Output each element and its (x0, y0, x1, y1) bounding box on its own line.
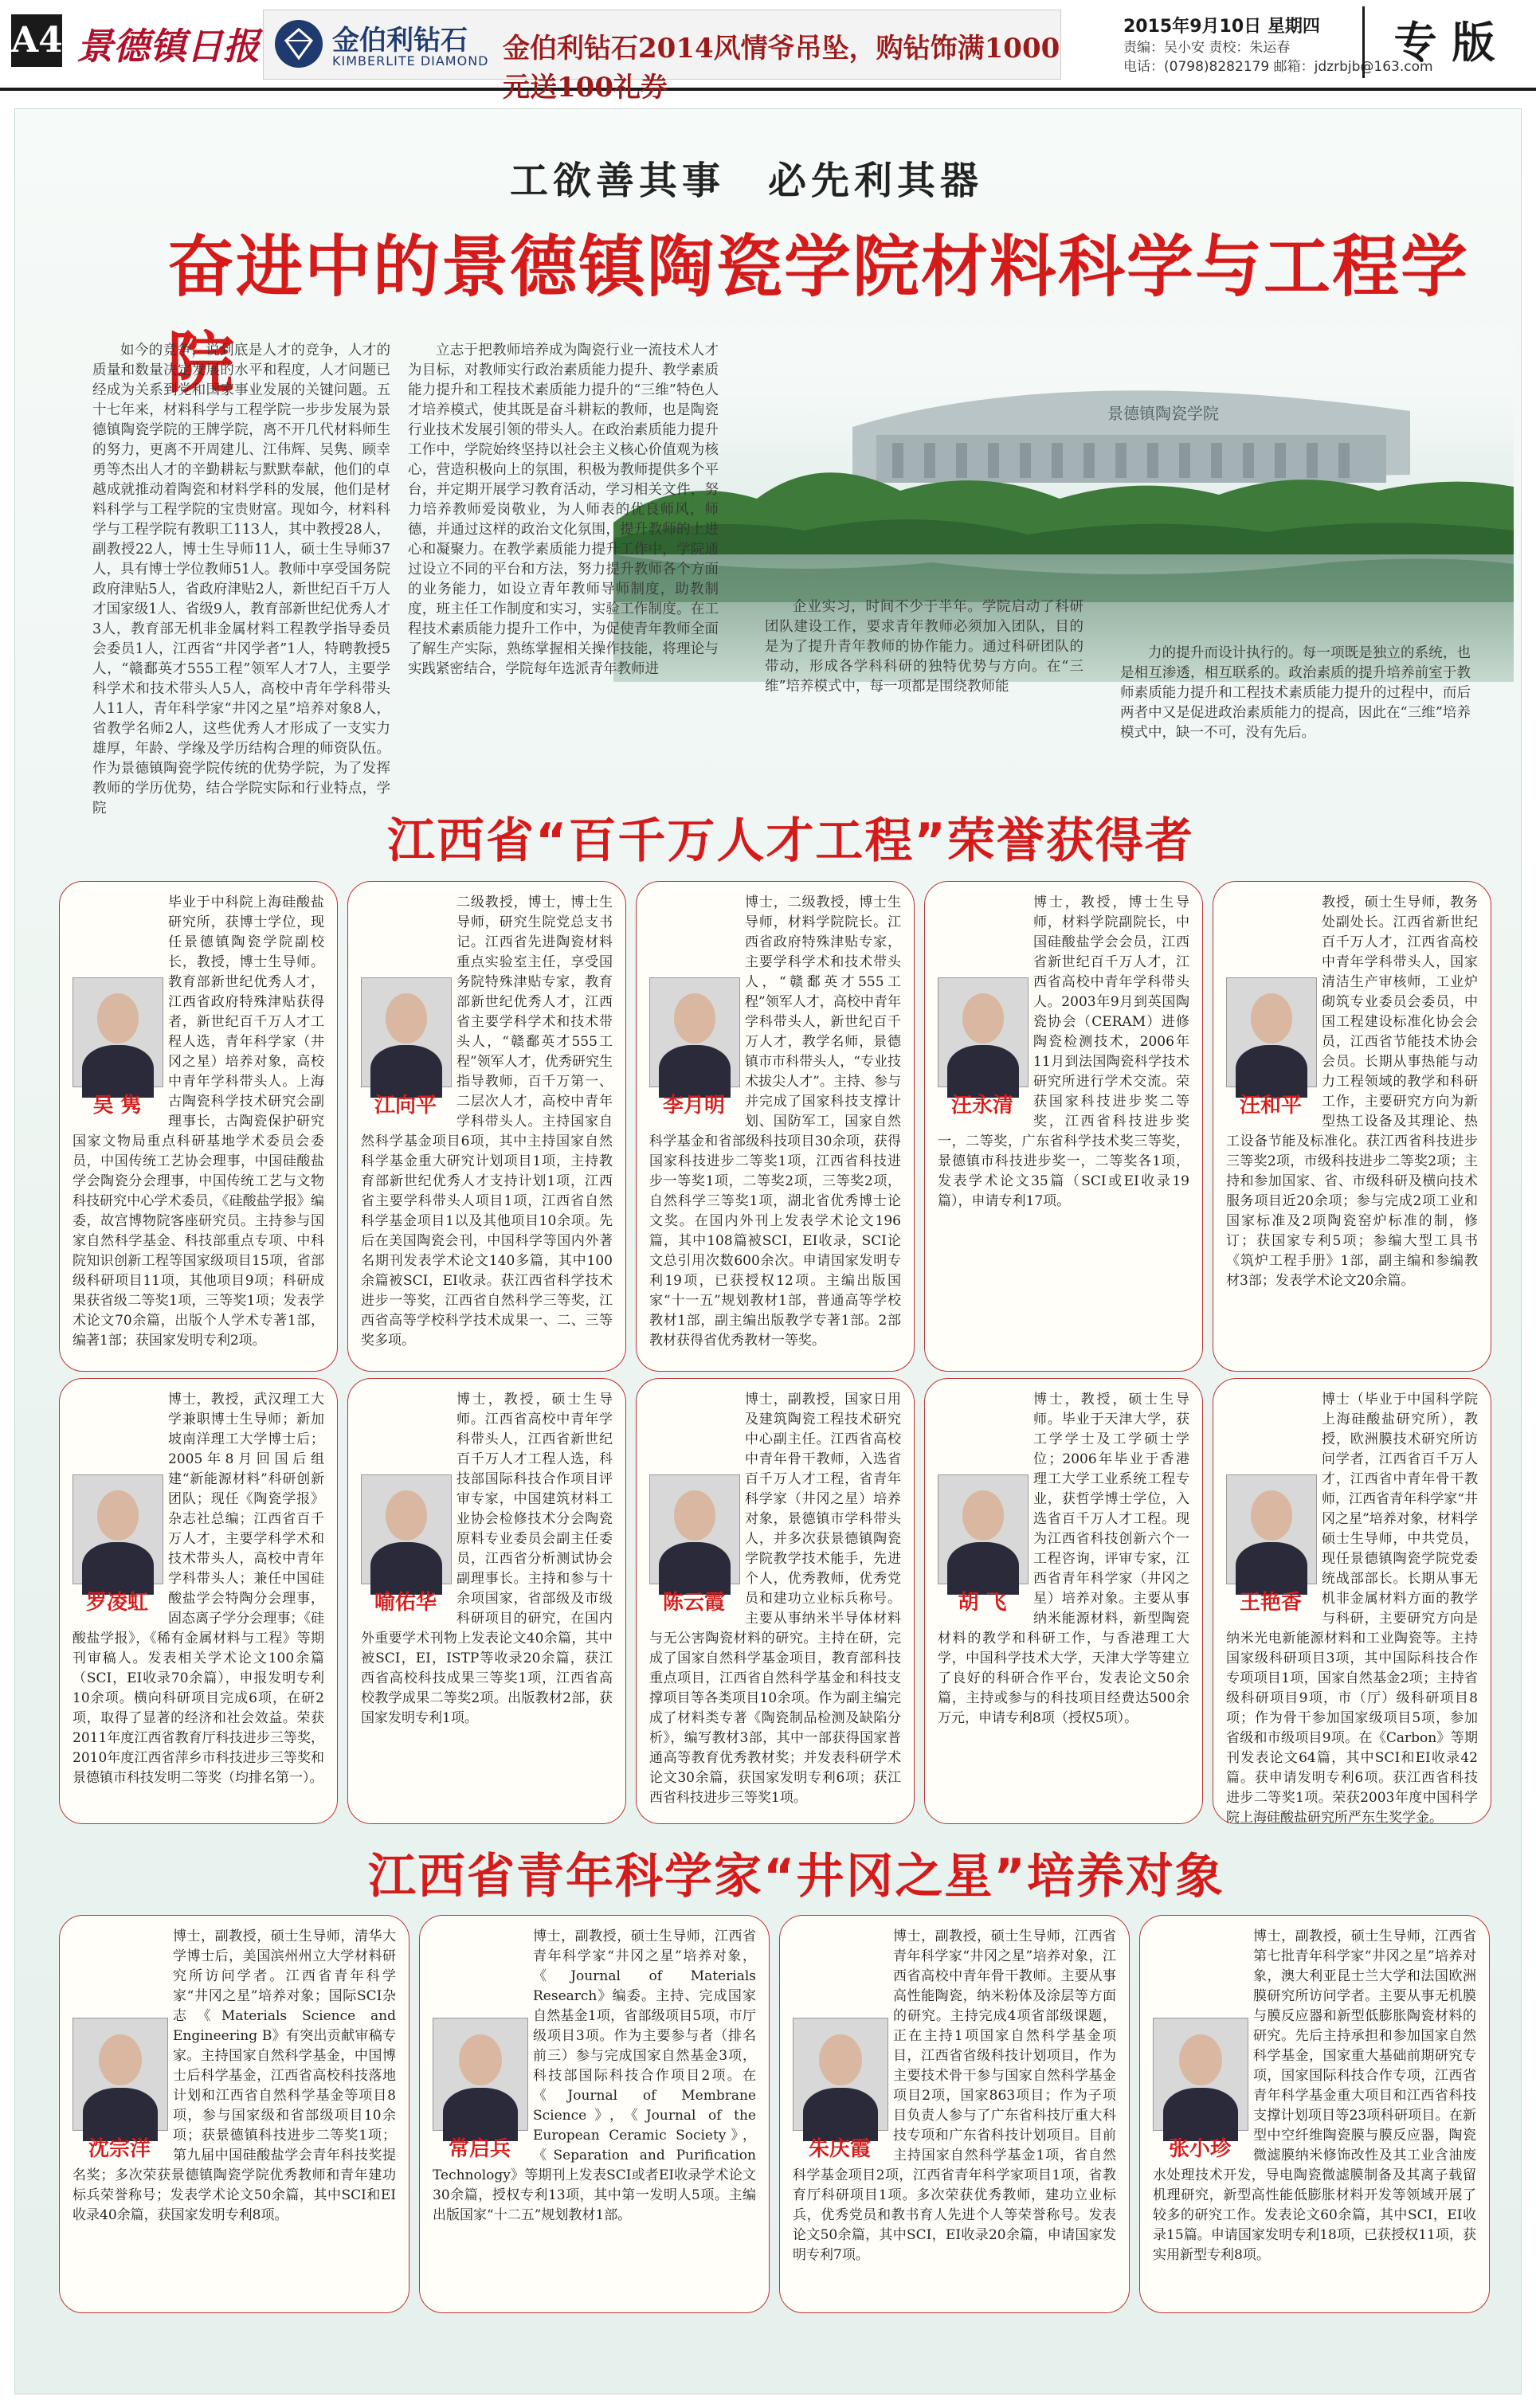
profile-card-3 (1139, 1915, 1490, 2313)
profile-card-0 (59, 1915, 409, 2313)
profile-bio: 博士，教授，硕士生导师。毕业于天津大学，获工学学士及工学硕士学位；2006年毕业于香港理工大学工业系统工程专业，获哲学博士学位，入选省百千万人才工程。现为江西省科技创新六个一工程咨询，评审专家，江西省青年科学家（井冈之星）培养对象。主要从事纳米能源材料，新型陶瓷材料的教学和科研工作，与香港理工大学，中国科学技术大学，天津大学等建立了良好的科研合作平台，发表论文50余篇，主持或参与的科技项目经费达500余万元，申请专利8项（授权5项）。 (938, 1392, 1189, 1726)
article-kicker: 工欲善其事 必先利其器 (510, 159, 984, 203)
profile-bio: 博士，教授，武汉理工大学兼职博士生导师；新加坡南洋理工大学博士后；2005年8月回国后组建“新能源材料”科研创新团队；现任《陶瓷学报》杂志社总编；江西省百千万人才，主要学科学术和技术带头人，高校中青年学科带头人；兼任中国硅酸盐学会特陶分会理事，固态离子学分会理事；《硅酸盐学报》，《稀有金属材料与工程》等期刊审稿人。发表相关学术论文100余篇（SCI，EI收录70余篇），申报发明专利10余项。横向科研项目完成6项，在研2项，取得了显著的经济和社会效益。荣获2011年度江西省教育厅科技进步三等奖，2010年度江西省萍乡市科技进步三等奖和景德镇市科技发明二等奖（均排名第一）。 (72, 1392, 324, 1786)
profile-card-1 (347, 1378, 626, 1824)
profile-name: 喻佑华 (374, 1591, 437, 1615)
profile-card-1 (347, 881, 626, 1372)
profile-name: 朱庆霞 (808, 2137, 871, 2161)
profile-name: 胡 飞 (958, 1591, 1007, 1615)
profile-bio: 博士，教授，博士生导师，材料学院副院长，中国硅酸盐学会会员，江西省新世纪百千万人才，江西省高校中青年学科带头人。2003年9月到英国陶瓷协会（CERAM）进修陶瓷检测技术，2006年11月到法国陶瓷科学技术研究所进行学术交流。荣获国家科技进步奖二等奖，江西省科技进步奖一，二等奖，广东省科学技术奖三等奖，景德镇市科技进步奖一，二等奖各1项，发表学术论文35篇（SCI或EI收录19篇），申请专利17项。 (938, 895, 1189, 1209)
profile-card-2 (636, 881, 915, 1372)
profile-card-1 (419, 1915, 770, 2313)
profile-name: 沈宗洋 (88, 2137, 151, 2161)
profile-bio: 博士，副教授，硕士生导师，江西省青年科学家“井冈之星”培养对象，江西省高校中青年骨干教师。主要从事高性能陶瓷，纳米粉体及涂层等方面的研究。主持完成4项省部级课题，正在主持1项国家自然科学基金项目，江西省省级科技计划项目，作为主要技术骨干参与国家自然科学基金项目2项，国家863项目；作为子项目负责人参与了广东省科技厅重大科技专项和广东省科技计划项目。目前主持国家自然科学基金1项，省自然科学基金项目2项，江西省青年科学家项目1项，省教育厅科研项目1项。多次荣获优秀教师，建功立业标兵，优秀党员和教书育人先进个人等荣誉称号。发表论文50余篇，其中SCI，EI收录20余篇，申请国家发明专利7项。 (793, 1928, 1116, 2263)
profile-bio: 博士，副教授，硕士生导师，江西省青年科学家“井冈之星”培养对象，《Journal of Materials Research》编委。主持、完成国家自然基金1项，省部级项目5项，市厅级项目3项。作为主要参与者（排名前三）参与完成国家自然基金3项，科技部国际科技合作项目2项。在《Journal of Membrane Science》，《Journal of the European Ceramic Society》，《Separation and Purification Technology》等期刊上发表SCI或者EI收录学术论文30余篇，授权专利13项，其中第一发明人5项。主编出版国家“十二五”规划教材1部。 (433, 1928, 756, 2223)
profile-bio: 博士，教授，硕士生导师。江西省高校中青年学科带头人，江西省新世纪百千万人才工程人选，科技部国际科技合作项目评审专家，中国建筑材料工业协会检修技术分会陶瓷原料专业委员会副主任委员，江西省分析测试协会副理事长。主持和参与十余项国家，省部级及市级科研项目的研究，在国内外重要学术刊物上发表论文40余篇，其中被SCI，EI，ISTP等收录20余篇，获江西省高校科技成果三等奖1项，江西省高校教学成果二等奖2项。出版教材2部，获国家发明专利1项。 (361, 1392, 613, 1726)
profile-bio: 博士，副教授，硕士生导师，江西省第七批青年科学家“井冈之星”培养对象，澳大利亚昆士兰大学和法国欧洲膜研究所访问学者。主要从事无机膜与膜反应器和新型低膨胀陶瓷材料的研究。先后主持承担和参加国家自然科学基金，国家重大基础前期研究专项，国家国际科技合作专项，江西省青年科学基金重大项目和江西省科技支撑计划项目等23项科研项目。在新型中空纤维陶瓷膜与膜反应器，陶瓷微滤膜纳米修饰改性及其工业含油废水处理技术开发，导电陶瓷微滤膜制备及其离子载留机理研究，新型高性能低膨胀材料开发等领域开展了较多的研究工作。发表论文60余篇，其中SCI，EI收录15篇。申请国家发明专利18项，已获授权11项，获实用新型专利8项。 (1153, 1928, 1476, 2263)
portrait-photo (72, 2018, 168, 2131)
portrait-photo (1226, 1474, 1317, 1584)
profile-name: 王艳香 (1239, 1591, 1302, 1615)
ad-brand-name: 金伯利钻石 (332, 25, 468, 57)
profile-name: 罗凌虹 (85, 1591, 148, 1615)
profile-card-4 (1213, 1378, 1491, 1824)
profile-name: 汪永清 (950, 1094, 1013, 1118)
profile-name: 汪和平 (1239, 1094, 1302, 1118)
profile-bio: 博士，副教授，硕士生导师，清华大学博士后，美国滨州州立大学材料研究所访问学者。江西省青年科学家“井冈之星”培养对象；国际SCI杂志《Materials Science and Engineering B》有突出贡献审稿专家。主持国家自然科学基金，中国博士后科学基金，江西省高校科技落地计划和江西省自然科学基金等项目8项，参与国家级和省部级项目10余项；获景德镇科技进步二等奖1项；第九届中国硅酸盐学会青年科技奖提名奖；多次荣获景德镇陶瓷学院优秀教师和青年建功标兵荣誉称号；发表学术论文50余篇，其中SCI和EI收录40余篇，获国家发明专利8项。 (72, 1928, 396, 2223)
profile-bio: 毕业于中科院上海硅酸盐研究所，获博士学位，现任景德镇陶瓷学院副校长，教授，博士生导师。教育部新世纪优秀人才，江西省政府特殊津贴获得者，新世纪百千万人才工程人选，青年科学家（井冈之星）培养对象，高校中青年学科带头人。上海古陶瓷科学技术研究会副理事长，古陶瓷保护研究国家文物局重点科研基地学术委员会委员，中国传统工艺协会理事，中国硅酸盐学会陶瓷分会理事，中国传统工艺与文物科技研究中心学术委员，《硅酸盐学报》编委，故宫博物院客座研究员。主持参与国家自然科学基金、科技部重点专项、中科院知识创新工程等国家级项目15项，省部级科研项目11项，其他项目9项；科研成果获省级二等奖1项，三等奖1项；发表学术论文70余篇，出版个人学术专著1部，编著1部；获国家发明专利2项。 (72, 895, 324, 1349)
ad-slogan: 金伯利钻石2014风情爷吊坠，购钻饰满1000元送100礼券 (503, 33, 1060, 104)
ad-brand-english: KIMBERLITE DIAMOND (332, 53, 489, 69)
section1-title: 江西省“百千万人才工程”荣誉获得者 (387, 813, 1194, 869)
portrait-photo (72, 1474, 163, 1584)
contact-line: 电话：(0798)8282179 邮箱：jdzrbjb@163.com (1123, 59, 1433, 75)
portrait-photo (1226, 977, 1317, 1087)
portrait-photo (72, 977, 163, 1087)
article-column-3: 企业实习，时间不少于半年。学院启动了科研团队建设工作，要求青年教师必须加入团队，目的是为了提升青年教师的协作能力。通过科研团队的带动，形成各学科科研的独特优势与方向。在“三维”培养模式中，每一项都是围绕教师能 (765, 599, 1083, 695)
profile-name: 李月明 (662, 1094, 725, 1118)
profile-card-4 (1213, 881, 1491, 1372)
article-column-2: 立志于把教师培养成为陶瓷行业一流技术人才为目标，对教师实行政治素质能力提升、教学素质能力提升和工程技术素质能力提升的“三维”特色人才培养模式，使其既是奋斗耕耘的教师，也是陶瓷行业技术发展引领的带头人。在政治素质能力提升工作中，学院始终坚持以社会主义核心价值观为核心，营造积极向上的氛围，积极为教师提供多个平台，并定期开展学习教育活动，学习相关文件，努力培养教师爱岗敬业，为人师表的优良师风，师德，并通过这样的政治文化氛围，提升教师的上进心和凝聚力。在教学素质能力提升工作中，学院通过设立不同的平台和方法，努力提升教师各个方面的业务能力，如设立青年教师导师制度，助教制度，班主任工作制度和实习，实验工作制度。在工程技术素质能力提升工作中，为促使青年教师全面了解生产实际，熟练掌握相关操作技能，将理论与实践紧密结合，学院每年选派青年教师进 (408, 343, 719, 677)
profile-bio: 教授，硕士生导师，教务处副处长。江西省新世纪百千万人才，江西省高校中青年学科带头人，国家清洁生产审核师，工业炉砌筑专业委员会委员，中国工程建设标准化协会会员，江西省节能技术协会会员。长期从事热能与动力工程领域的教学和科研工作，主要研究方向为新型热工设备及其理论、热工设备节能及标准化。获江西省科技进步三等奖2项，市级科技进步二等奖2项；主持和参加国家、省、市级科研及横向技术服务项目近20余项；参与完成2项工业和国家标准及2项陶瓷窑炉标准的制，修订；获国家专利5项；参编大型工具书《筑炉工程手册》1部，副主编和参编教材3部；发表学术论文20余篇。 (1226, 895, 1478, 1289)
masthead (0, 0, 1536, 104)
profile-card-2 (779, 1915, 1130, 2313)
issue-date: 2015年9月10日 星期四 (1123, 17, 1320, 37)
diamond-logo-icon (275, 20, 323, 68)
building-sign: 景德镇陶瓷学院 (1107, 404, 1219, 423)
newspaper-name: 景德镇日报 (76, 25, 260, 68)
profile-name: 陈云霞 (662, 1591, 725, 1615)
portrait-photo (938, 1474, 1029, 1584)
article-column-5: 力的提升而设计执行的。每一项既是独立的系统，也是相互渗透，相互联系的。政治素质的提升培养前室于教师素质能力提升和工程技术素质能力提升的过程中，而后两者中又是促进政治素质能力的提高，因此在“三维”培养模式中，缺一不可，没有先后。 (1120, 645, 1471, 741)
portrait-photo (938, 977, 1029, 1087)
portrait-photo (649, 977, 740, 1087)
article-headline: 奋进中的景德镇陶瓷学院材料科学与工程学院 (167, 228, 1470, 402)
profile-name: 张小珍 (1168, 2137, 1231, 2161)
portrait-photo (361, 1474, 452, 1584)
page-number: A4 (11, 14, 62, 67)
profile-bio: 博士，副教授，国家日用及建筑陶瓷工程技术研究中心副主任。江西省高校中青年骨干教师，入选省百千万人才工程，省青年科学家（井冈之星）培养对象，景德镇市学科带头人，并多次获景德镇陶瓷学院教学技术能手，先进个人，优秀教师，优秀党员和建功立业标兵称号。主要从事纳米半导体材料与无公害陶瓷材料的研究。主持在研，完成了国家自然科学基金项目，教育部科技重点项目，江西省自然科学基金和科技支撑项目等各类项目10余项。作为副主编完成了材料类专著《陶瓷制品检测及缺陷分析》，编写教材3部，其中一部获得国家普通高等教育优秀教材奖；并发表科研学术论文30余篇，获国家发明专利6项；获江西省科技进步三等奖1项。 (649, 1392, 901, 1806)
section2-title: 江西省青年科学家“井冈之星”培养对象 (368, 1849, 1224, 1905)
profile-name: 常启兵 (448, 2137, 511, 2161)
editor-line: 责编：吴小安 责校：朱运春 (1123, 40, 1291, 56)
section-label: 专 版 (1362, 6, 1524, 78)
profile-card-0 (59, 881, 338, 1372)
portrait-photo (1153, 2018, 1248, 2131)
profile-bio: 二级教授，博士，博士生导师，研究生院党总支书记。江西省先进陶瓷材料重点实验室主任，享受国务院特殊津贴专家，教育部新世纪优秀人才，江西省主要学科学术和技术带头人，“赣鄱英才555工程”领军人才，优秀研究生指导教师，百千万第一、二层次人才，高校中青年学科带头人。主持国家自然科学基金项目6项，其中主持国家自然科学基金重大研究计划项目1项，主持教育部新世纪优秀人才支持计划1项，江西省主要学科带头人项目1项，江西省自然科学基金项目1以及其他项目10余项。先后在美国陶瓷会刊，中国科学等国内外著名期刊发表学术论文140多篇，其中100余篇被SCI，EI收录。获江西省科学技术进步一等奖，江西省自然科学三等奖，江西省高等学校科学技术成果一、二、三等奖多项。 (361, 895, 613, 1349)
profile-card-3 (924, 1378, 1203, 1824)
profile-text (361, 893, 613, 1351)
profile-name: 江向平 (374, 1094, 437, 1118)
profile-text (72, 893, 324, 1351)
profile-card-2 (636, 1378, 915, 1824)
profile-name: 吴 隽 (92, 1094, 142, 1118)
profile-text (649, 893, 901, 1351)
portrait-photo (433, 2018, 528, 2131)
advertisement-banner[interactable] (263, 10, 1061, 104)
profile-bio: 博士，二级教授，博士生导师，材料学院院长。江西省政府特殊津贴专家，主要学科学术和技术带头人，“赣鄱英才555工程”领军人才，高校中青年学科带头人，新世纪百千万人才，教学名师，景德镇市市科带头人，“专业技术拔尖人才”。主持、参与并完成了国家科技支撑计划、国防军工，国家自然科学基金和省部级科技项目30余项，获得国家科技进步二等奖1项，江西省科技进步一等奖1项，二等奖2项，三等奖2项，自然科学三等奖1项，湖北省优秀博士论文奖。在国内外刊上发表学术论文196篇，其中108篇被SCI，EI收录，SCI论文总引用次数600余次。申请国家发明专利19项，已获授权12项。主编出版国家“十一五”规划教材1部，普通高等学校教材1部，副主编出版教学专著1部。2部教材获得省优秀教材一等奖。 (649, 895, 901, 1349)
portrait-photo (649, 1474, 740, 1584)
portrait-photo (793, 2018, 888, 2131)
profile-card-0 (59, 1378, 338, 1824)
article-column-1: 如今的竞争，说到底是人才的竞争，人才的质量和数量决定发展的水平和程度，人才问题已经成为关系到党和国家事业发展的关键问题。五十七年来，材料科学与工程学院一步步发展为景德镇陶瓷学院的王牌学院，离不开几代材料师生的努力，更离不开周建儿、江伟辉、吴隽、顾幸勇等杰出人才的辛勤耕耘与默默奉献，他们的卓越成就推动着陶瓷和材料学科的发展，他们是材料科学与工程学院的宝贵财富。现如今，材料科学与工程学院有教职工113人，其中教授28人，副教授22人，博士生导师11人，硕士生导师37人，具有博士学位教师51人。教师中享受国务院政府津贴5人，省政府津贴2人，新世纪百千万人才国家级1人、省级9人，教育部新世纪优秀人才3人，教育部无机非金属材料工程教学指导委员会委员1人，江西省“井冈学者”1人，特聘教授5人，“赣鄱英才555工程”领军人才7人，主要学科学术和技术带头人5人，高校中青年学科带头人11人，青年科学家“井冈之星”培养对象8人，省教学名师2人，这些优秀人才形成了一支实力雄厚，年龄、学缘及学历结构合理的师资队伍。作为景德镇陶瓷学院传统的优势学院，为了发挥教师的学历优势，结合学院实际和行业特点，学院 (92, 343, 390, 816)
portrait-photo (361, 977, 452, 1087)
profile-bio: 博士（毕业于中国科学院上海硅酸盐研究所），教授，欧洲膜技术研究所访问学者，江西省百千万人才，江西省中青年骨干教师，江西省青年科学家“井冈之星”培养对象，材料学硕士生导师，中共党员，现任景德镇陶瓷学院党委统战部部长。长期从事无机非金属材料方面的教学与科研，主要研究方向是纳米光电新能源材料和工业陶瓷等。主持国家级科研项目3项，其中国际科技合作专项项目1项，国家自然基金2项；主持省级科研项目9项，市（厅）级科研项目8项；作为骨干参加国家级项目5项，参加省级和市级项目9项。在《Carbon》等期刊发表论文64篇，其中SCI和EI收录42篇。获申请发明专利6项。获江西省科技进步二等奖1项。荣获2003年度中国科学院上海硅酸盐研究所严东生奖学金。 (1226, 1392, 1478, 1826)
profile-card-3 (924, 881, 1203, 1372)
